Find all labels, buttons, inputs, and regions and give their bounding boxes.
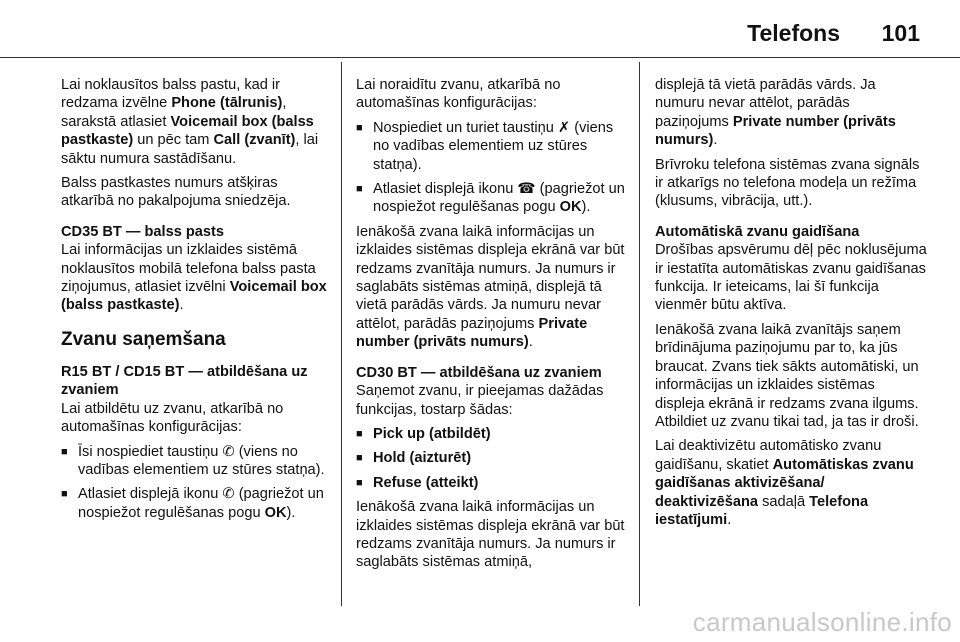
list-item: ■ Hold (aizturēt) [356,449,628,467]
paragraph-auto-waiting-default: Drošības apsvērumu dēļ pēc noklusējuma ir iestatīta automātiskas zvanu gaidīšanas funkcija. Ir ieteicams, lai šī funkcija vienmēr būtu aktīva. [655,242,927,314]
reject-steps-list [356,119,628,217]
paragraph-ringtone: Brīvroku telefona sistēmas zvana signāls ir atkarīgs no telefona modeļa un režīma (klusums, vibrācija, utt.). [655,156,920,210]
column-divider-1 [341,62,342,606]
paragraph-caller-number-cd30: Ienākošā zvana laikā informācijas un izklaides sistēmas displeja ekrānā var būt redzams zvanītāja numurs. Ja numurs ir saglabāts sistēmas atmiņā, [356,499,625,571]
paragraph-answer-intro: Lai atbildētu uz zvanu, atkarībā no automašīnas konfigurācijas: [61,400,284,436]
subheading-auto-call-waiting: Automātiskā zvanu gaidīšana [655,223,860,240]
menu-ref-phone: Phone (tālrunis) [171,95,283,112]
column-divider-2 [639,62,640,606]
mute-hangup-icon: ✗ [557,119,571,136]
subheading-cd30-answering: CD30 BT — atbildēšana uz zvaniem [356,364,602,381]
list-item: ■ Īsi nospiediet taustiņu ✆ (viens no vadības elementiem uz stūres statņa). [61,443,333,480]
menu-ref-call: Call (zvanīt) [213,132,296,149]
phone-hangup-icon: ☎ [517,181,536,198]
watermark: carmanualsonline.info [692,607,952,637]
menu-ref-voicemail-box: Voicemail box (balss pastkaste) [61,113,314,149]
call-options-list [356,425,628,492]
page-header [0,0,960,62]
cross-reference-link: Automātiskas zvanu gaidīšanas aktivizēšana/ deaktivizēšana [655,456,914,510]
header-rule [0,57,960,58]
paragraph-voicemail-number: Balss pastkastes numurs atšķiras atkarībā no pakalpojuma sniedzēja. [61,175,291,210]
list-item: ■ Pick up (atbildēt) [356,425,628,443]
paragraph-voicemail-intro: Lai noklausītos balss pastu, kad ir redzama izvēlne Phone (tālrunis), sarakstā atlasiet Voicemail box (balss pastkaste) un pēc tam Call (zvanīt), lai sāktu numura sastādīšanu. [61,77,319,167]
list-item: ■ Atlasiet displejā ikonu ☎ (pagriežot un nospiežot regulēšanas pogu OK). [356,180,628,217]
column-1 [61,76,333,528]
cross-reference-section: Telefona iestatījumi [655,493,869,528]
phone-answer-icon: ✆ [222,443,235,460]
phone-answer-icon: ✆ [222,486,235,503]
column-2 [356,76,628,578]
subheading-cd35-voicemail: CD35 BT — balss pasts [61,223,225,240]
paragraph-caller-number: Ienākošā zvana laikā informācijas un izklaides sistēmas displeja ekrānā var būt redzams zvanītāja numurs. Ja numurs ir saglabāts sistēmas atmiņā, displejā tā vietā parādās vārds. Ja numuru nevar attēlot, parādās paziņojums Private number (privāts numurs). [356,223,625,351]
section-heading-receiving-calls: Zvanu saņemšana [61,328,226,350]
page-number: 101 [881,20,920,46]
paragraph-reject-intro: Lai noraidītu zvanu, atkarībā no automašīnas konfigurācijas: [356,77,561,112]
list-item: ■ Atlasiet displejā ikonu ✆ (pagriežot un nospiežot regulēšanas pogu OK). [61,485,333,522]
subheading-r15-answering: R15 BT / CD15 BT — atbildēšana uz zvaniem [61,363,308,399]
answer-steps-list [61,443,333,523]
list-item: ■ Nospiediet un turiet taustiņu ✗ (viens no vadības elementiem uz stūres statņa). [356,119,628,174]
list-item: ■ Refuse (atteikt) [356,474,628,492]
paragraph-cd30-intro: Saņemot zvanu, ir pieejamas dažādas funkcijas, tostarp šādas: [356,383,604,418]
paragraph-caller-name: displejā tā vietā parādās vārds. Ja numuru nevar attēlot, parādās paziņojums Private number (privāts numurs). [655,77,896,149]
paragraph-auto-waiting-behavior: Ienākošā zvana laikā zvanītājs saņem brīdinājuma paziņojumu par to, ka jūs braucat. Zvans tiek sākts automātiski, un informācijas un izklaides sistēmas displeja ekrānā ir redzams zvana ilgums. Atbildiet uz zvanu tikai tad, ja tas ir droši. [655,321,919,430]
page-title: Telefons [747,20,840,46]
paragraph-deactivate: Lai deaktivizētu automātisko zvanu gaidīšanu, skatiet Automātiskas zvanu gaidīšanas aktivizēšana/ deaktivizēšana sadaļā Telefona iestatījumi. [655,438,914,528]
column-3 [655,76,927,535]
paragraph-cd35-voicemail: Lai informācijas un izklaides sistēmā noklausītos mobilā telefona balss pasta ziņojumus, atlasiet izvēlni Voicemail box (balss pastkaste). [61,242,327,314]
